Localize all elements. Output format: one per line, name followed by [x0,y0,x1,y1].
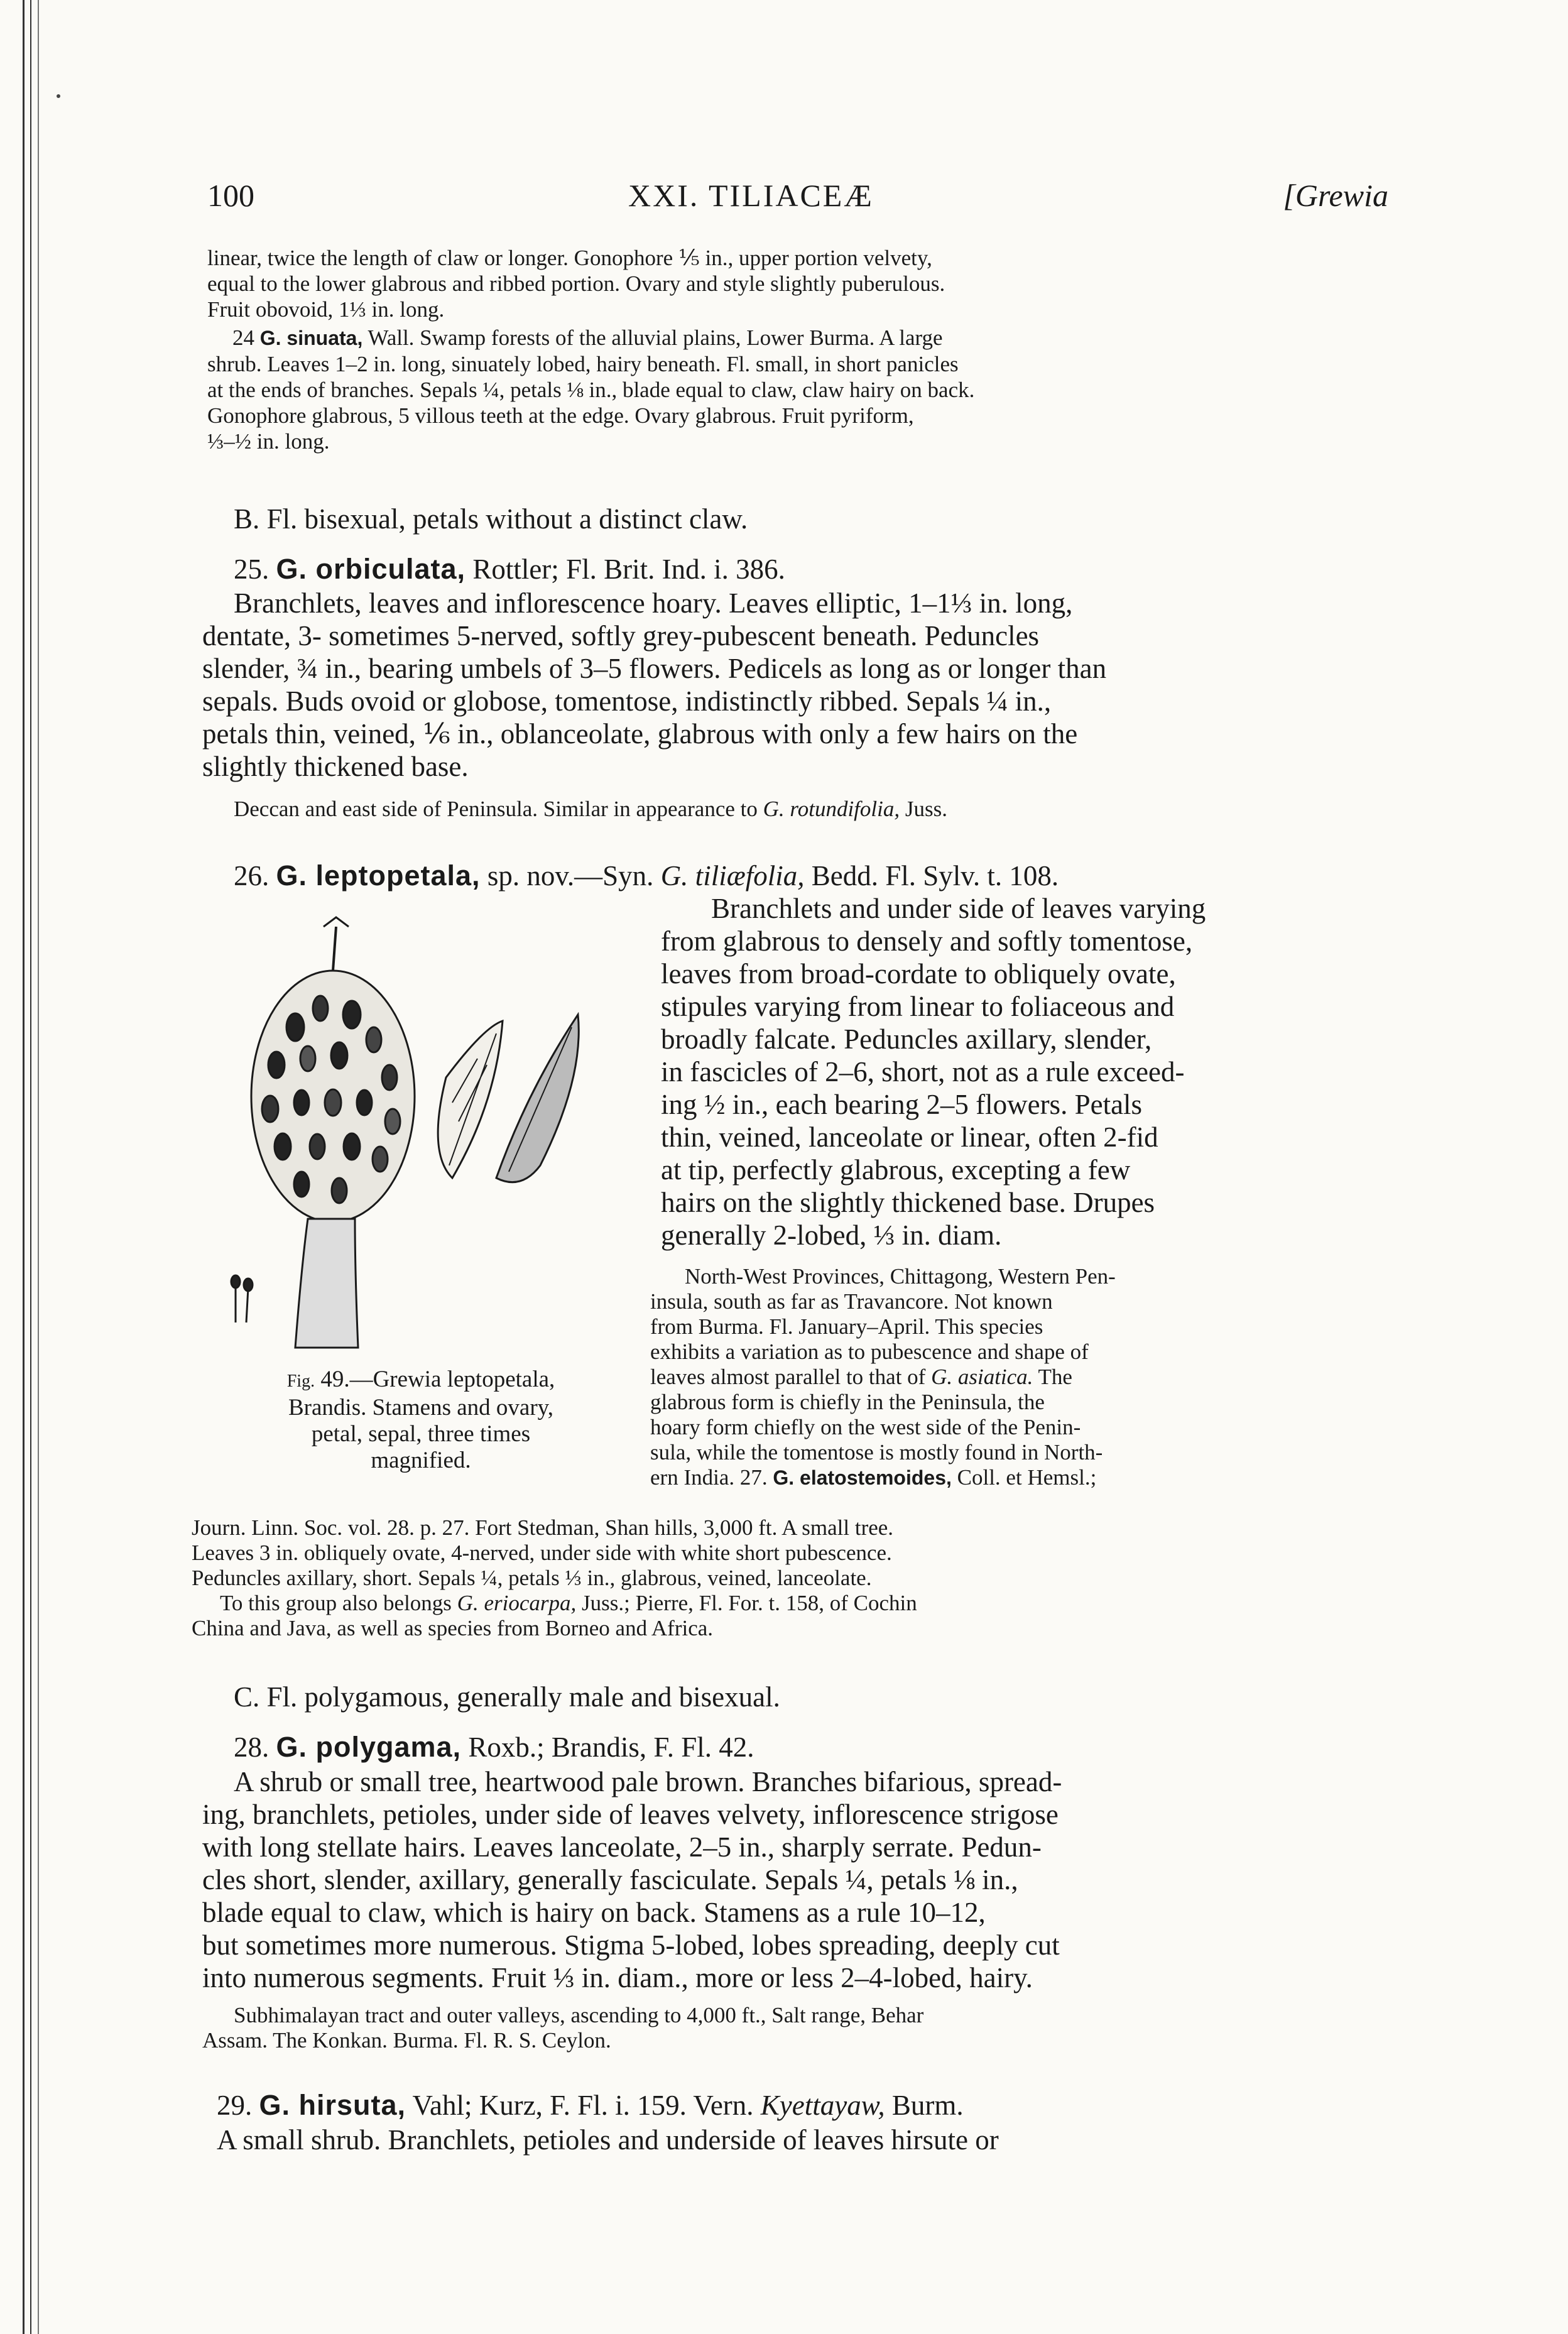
scan-speck [57,94,60,98]
scan-edge-line [38,0,39,2334]
text-line [650,1465,1324,1490]
figure-49-illustration [201,914,641,1354]
caption-line [195,1366,647,1395]
species-reference: Rottler; Fl. Brit. Ind. i. 386. [472,554,785,585]
species-reference: Bedd. Fl. Sylv. t. 108. [804,860,1059,892]
species-29-description [217,2124,1329,2156]
text-line: cles short, slender, axillary, generally fasciculate. Sepals ¼, petals ⅛ in., [202,1864,1018,1895]
species-25-heading [234,553,785,586]
caption-text: 49.—Grewia leptopetala, [315,1366,555,1392]
distribution-text: leaves almost parallel to that of [650,1365,932,1389]
running-genus: [Grewia [1283,178,1388,213]
species-name: G. sinuata, [259,327,363,349]
text-line: into numerous segments. Fruit ⅓ in. diam., more or less 2–4-lobed, hairy. [202,1962,1033,1993]
text-line: ⅓–½ in. long. [207,429,330,454]
text-line: hairs on the slightly thickened base. Drupes [661,1187,1155,1218]
text-line: Gonophore glabrous, 5 villous teeth at the edge. Ovary glabrous. Fruit pyriform, [207,403,914,428]
species-reference: Vahl; Kurz, F. Fl. i. 159. Vern. [412,2090,761,2121]
text-line: but sometimes more numerous. Stigma 5-lobed, lobes spreading, deeply cut [202,1929,1060,1961]
text-line [192,1591,1322,1616]
text-line: linear, twice the length of claw or longer. Gonophore ⅕ in., upper portion velvety, [207,246,932,270]
species-26-description [661,892,1327,1252]
text-line: Leaves 3 in. obliquely ovate, 4-nerved, under side with white short pubescence. [192,1541,892,1565]
species-28-distribution [202,2003,1327,2053]
species-26-distribution [650,1264,1324,1490]
text-line: at the ends of branches. Sepals ¼, petals ⅛ in., blade equal to claw, claw hairy on back. [207,378,975,402]
text-line: China and Java, as well as species from Borneo and Africa. [192,1616,714,1640]
text-line: hoary form chiefly on the west side of the Penin- [650,1415,1081,1439]
species-reference: sp. nov.—Syn. [487,860,661,892]
text-line: insula, south as far as Travancore. Not known [650,1289,1053,1314]
botanical-drawing [201,914,641,1354]
text-line: with long stellate hairs. Leaves lanceolate, 2–5 in., sharply serrate. Pedun- [202,1831,1042,1863]
species-25-distribution [234,797,947,822]
section-heading-b: B. Fl. bisexual, petals without a distinct claw. [234,503,748,535]
text-line: North-West Provinces, Chittagong, Western Pen- [685,1264,1116,1289]
species-number: 29. [217,2090,253,2121]
text-line: leaves from broad-cordate to obliquely ovate, [661,958,1176,990]
text-line: generally 2-lobed, ⅓ in. diam. [661,1219,1002,1251]
text-line: exhibits a variation as to pubescence and shape of [650,1339,1089,1364]
gonophore-stalk [295,1219,358,1348]
text-line: slender, ¾ in., bearing umbels of 3–5 flowers. Pedicels as long as or longer than [202,653,1107,684]
text-line: shrub. Leaves 1–2 in. long, sinuately lobed, hairy beneath. Fl. small, in short panicles [207,352,959,376]
style-line [333,927,336,971]
distribution-text: Deccan and east side of Peninsula. Similar in appearance to [234,797,763,821]
continued-description [207,245,1388,322]
figure-label: Fig. [286,1371,315,1391]
distribution-taxon: G. rotundifolia, [763,797,900,821]
text-line: Assam. The Konkan. Burma. Fl. R. S. Ceylon. [202,2028,611,2053]
species-27-description [192,1515,1322,1641]
text-line: blade equal to claw, which is hairy on back. Stamens as a rule 10–12, [202,1897,986,1928]
group-text: Juss.; Pierre, Fl. For. t. 158, of Cochin [576,1591,917,1615]
page-header [207,177,1388,215]
text-line [207,325,1388,351]
text-line: at tip, perfectly glabrous, excepting a few [661,1154,1131,1186]
text-line: equal to the lower glabrous and ribbed portion. Ovary and style slightly puberulous. [207,271,945,296]
distribution-taxon: G. asiatica. [931,1365,1033,1389]
distribution-text: ern India. 27. [650,1465,773,1490]
section-heading-c: C. Fl. polygamous, generally male and bisexual. [234,1681,780,1713]
species-27-name: G. elatostemoides, [773,1466,952,1489]
species-text: Wall. Swamp forests of the alluvial plains, Lower Burma. A large [368,325,943,350]
distribution-text: The [1033,1365,1072,1389]
stigma [324,917,349,927]
detached-stamens [231,1275,253,1322]
text-line: ing ½ in., each bearing 2–5 flowers. Petals [661,1089,1143,1120]
species-number: 28. [234,1731,270,1763]
species-reference: Burm. [885,2090,964,2121]
text-line: in fascicles of 2–6, short, not as a rule exceed- [661,1056,1185,1088]
species-28-heading [234,1731,754,1764]
species-26-heading [234,859,1059,892]
species-29-heading [217,2089,964,2122]
distribution-text: Juss. [900,797,947,821]
scan-edge-line [23,0,24,2334]
page-number: 100 [207,178,254,213]
species-number: 26. [234,860,270,892]
text-line: dentate, 3- sometimes 5-nerved, softly grey-pubescent beneath. Peduncles [202,620,1040,652]
species-24-entry [207,325,1388,454]
text-line: Subhimalayan tract and outer valleys, ascending to 4,000 ft., Salt range, Behar [234,2003,924,2027]
species-number: 24 [232,325,254,350]
text-line: slightly thickened base. [202,751,469,782]
distribution-text: Coll. et Hemsl.; [951,1465,1097,1490]
species-name: G. orbiculata, [276,553,466,585]
group-text: To this group also belongs [220,1591,457,1615]
text-line: petals thin, veined, ⅙ in., oblanceolate, glabrous with only a few hairs on the [202,718,1078,750]
text-line: Branchlets and under side of leaves varying [711,893,1206,924]
caption-line: Brandis. Stamens and ovary, [288,1395,553,1421]
text-line: from glabrous to densely and softly tomentose, [661,925,1193,957]
caption-line: petal, sepal, three times [311,1421,531,1447]
text-line: sula, while the tomentose is mostly found in North- [650,1440,1103,1464]
text-line: A shrub or small tree, heartwood pale brown. Branches bifarious, spread- [234,1766,1062,1797]
species-number: 25. [234,554,270,585]
species-name: G. polygama, [276,1731,462,1763]
figure-caption [195,1366,647,1474]
text-line: broadly falcate. Peduncles axillary, slender, [661,1023,1152,1055]
running-title: XXI. TILIACEÆ [628,178,874,213]
text-line: Branchlets, leaves and inflorescence hoary. Leaves elliptic, 1–1⅓ in. long, [234,587,1073,619]
scan-edge-line [30,0,31,2334]
text-line: Journ. Linn. Soc. vol. 28. p. 27. Fort Stedman, Shan hills, 3,000 ft. A small tree. [192,1515,894,1540]
text-line: Peduncles axillary, short. Sepals ¼, petals ⅓ in., glabrous, veined, lanceolate. [192,1566,872,1590]
caption-line: magnified. [371,1448,471,1473]
synonym-taxon: G. tiliæfolia, [660,860,805,892]
species-name: G. hirsuta, [259,2089,406,2121]
text-line: ing, branchlets, petioles, under side of leaves velvety, inflorescence strigose [202,1799,1059,1830]
text-line: thin, veined, lanceolate or linear, often 2-fid [661,1121,1158,1153]
vernacular-name: Kyettayaw, [760,2090,885,2121]
group-taxon: G. eriocarpa, [457,1591,577,1615]
species-28-description [202,1765,1327,1994]
text-line: Fruit obovoid, 1⅓ in. long. [207,297,445,322]
species-reference: Roxb.; Brandis, F. Fl. 42. [468,1731,754,1763]
text-line: from Burma. Fl. January–April. This species [650,1314,1043,1339]
text-line: glabrous form is chiefly in the Peninsula, the [650,1390,1045,1414]
text-line: sepals. Buds ovoid or globose, tomentose, indistinctly ribbed. Sepals ¼ in., [202,685,1052,717]
text-line: A small shrub. Branchlets, petioles and underside of leaves hirsute or [217,2124,999,2156]
species-25-description [202,587,1327,783]
text-line [650,1365,1324,1390]
species-name: G. leptopetala, [276,859,481,892]
text-line: stipules varying from linear to foliaceous and [661,991,1175,1022]
